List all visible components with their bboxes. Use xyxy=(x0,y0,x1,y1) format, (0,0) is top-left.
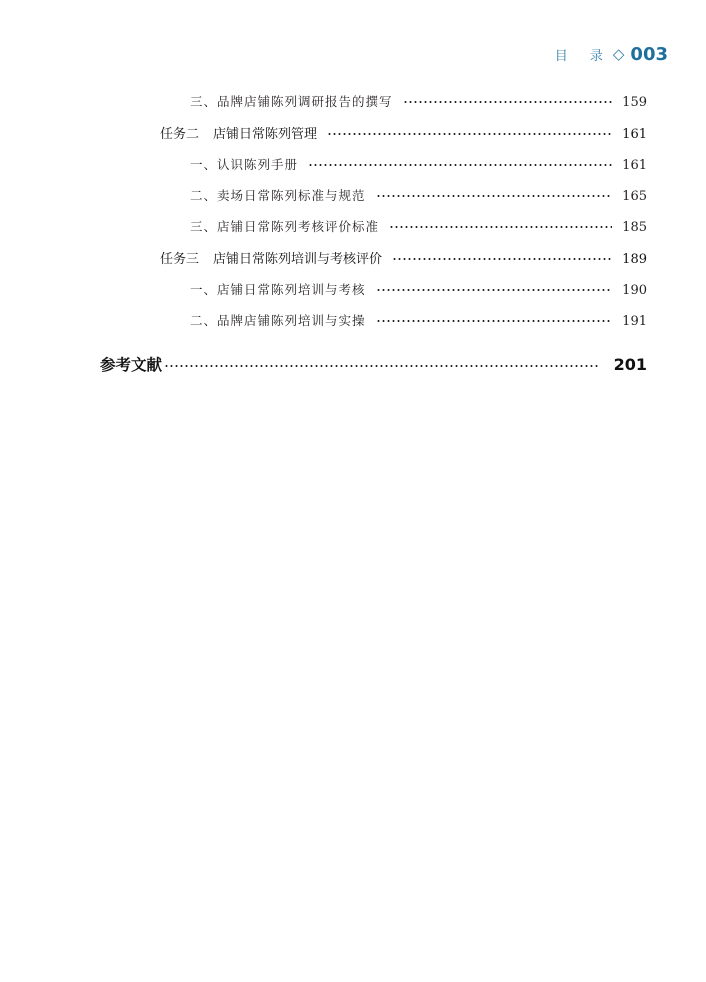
references-title: 参考文献 xyxy=(100,356,163,374)
section-label: 目 录 xyxy=(554,48,612,64)
toc-entry-title: 三、店铺日常陈列考核评价标准 xyxy=(190,219,380,234)
toc-entry[interactable] xyxy=(190,186,647,204)
dot-leader xyxy=(376,320,613,322)
toc-entry-page: 185 xyxy=(622,220,647,235)
dot-leader xyxy=(392,258,612,260)
toc-task-heading xyxy=(160,248,382,267)
toc-entry[interactable] xyxy=(190,217,647,235)
toc-task-title: 店铺日常陈列管理 xyxy=(213,127,318,142)
references-page: 201 xyxy=(613,355,647,374)
dot-leader xyxy=(376,289,613,291)
dot-leader xyxy=(164,365,600,367)
toc-entry[interactable] xyxy=(190,155,647,173)
toc-entry-title: 二、卖场日常陈列标准与规范 xyxy=(190,188,366,203)
toc-task-heading xyxy=(160,123,317,142)
toc-entry[interactable] xyxy=(190,280,647,298)
dot-leader xyxy=(389,226,612,228)
toc-entry[interactable] xyxy=(190,92,647,110)
toc-task-entry[interactable] xyxy=(160,123,647,142)
toc-entry-title: 三、品牌店铺陈列调研报告的撰写 xyxy=(190,94,393,109)
dot-leader xyxy=(327,133,612,135)
toc-entry-title: 一、认识陈列手册 xyxy=(190,157,299,172)
toc-entry-page: 161 xyxy=(622,127,647,142)
toc-entry-page: 190 xyxy=(622,283,647,298)
toc-task-title: 店铺日常陈列培训与考核评价 xyxy=(213,252,383,267)
dot-leader xyxy=(308,164,612,166)
toc-entry-page: 191 xyxy=(622,314,647,329)
toc-entry-page: 159 xyxy=(622,95,647,110)
dot-leader xyxy=(403,101,613,103)
toc-entry-page: 161 xyxy=(622,158,647,173)
task-label: 任务三 xyxy=(160,252,200,267)
diamond-icon: ◇ xyxy=(612,44,625,63)
toc-entry[interactable] xyxy=(190,311,647,329)
toc-entry-page: 189 xyxy=(622,252,647,267)
toc-entry-page: 165 xyxy=(622,189,647,204)
task-label: 任务二 xyxy=(160,127,200,142)
toc-entry-title: 一、店铺日常陈列培训与考核 xyxy=(190,282,366,297)
toc-references-entry[interactable] xyxy=(100,353,647,375)
toc-task-entry[interactable] xyxy=(160,248,647,267)
dot-leader xyxy=(376,195,613,197)
toc-entry-title: 二、品牌店铺陈列培训与实操 xyxy=(190,313,366,328)
page-number: 003 xyxy=(630,43,668,65)
